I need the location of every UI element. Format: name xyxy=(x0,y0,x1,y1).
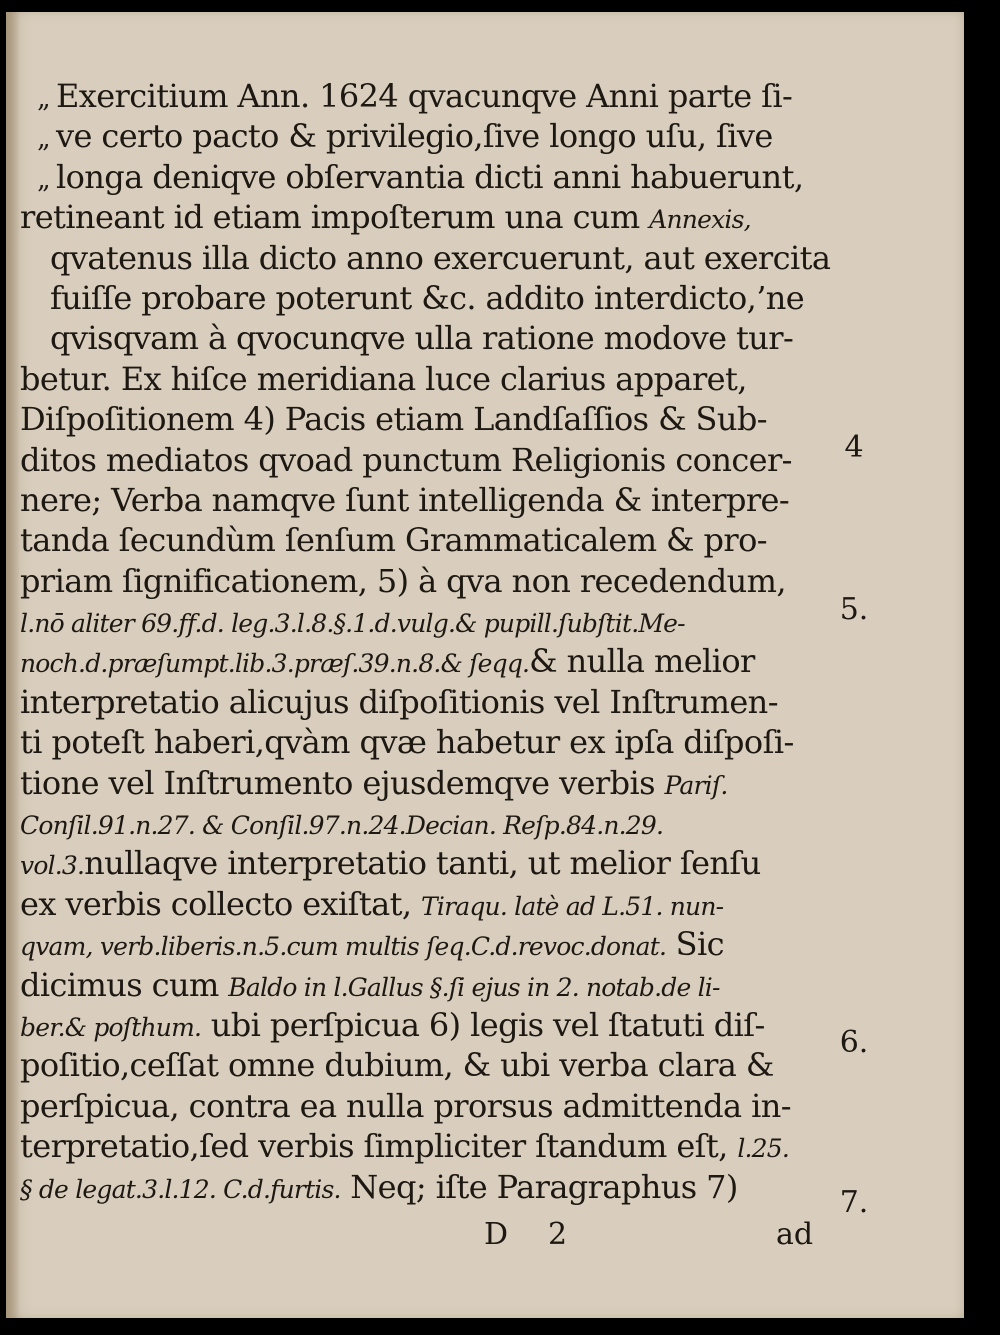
line-content xyxy=(20,157,803,200)
text-line xyxy=(20,197,840,237)
body-text xyxy=(20,76,840,1207)
roman-text: qvisqvam à qvocunqve ulla ratione modove tur- xyxy=(50,319,794,358)
line-content xyxy=(20,480,789,520)
roman-text: tanda ſecundùm ſenſum Grammaticalem & pro- xyxy=(20,521,767,560)
line-content xyxy=(20,520,767,560)
line-content xyxy=(20,843,761,886)
roman-text: longa deniqve obſervantia dicti anni habuerunt, xyxy=(56,157,804,196)
roman-text: interpretatio alicujus diſpoſitionis vel Inſtrumen- xyxy=(20,682,778,721)
italic-citation: l.nō aliter 69.ff.d. leg.3.l.8.§.1.d.vulg.& pupill.ſubſtit.Me- xyxy=(20,609,685,639)
roman-text: poſitio,ceſſat omne dubium, & ubi verba clara & xyxy=(20,1046,774,1085)
roman-text: retineant id etiam impoſterum una cum xyxy=(20,198,640,237)
roman-text: & nulla melior xyxy=(529,642,755,681)
line-content xyxy=(20,1086,791,1126)
text-line xyxy=(20,803,840,843)
signature-mark: D xyxy=(484,1217,509,1252)
text-line xyxy=(20,924,840,964)
margin-note-7: 7. xyxy=(839,1185,869,1220)
roman-text: Sic xyxy=(666,925,724,964)
text-line xyxy=(20,238,840,278)
italic-citation: Conſil.91.n.27. & Conſil.97.n.24.Decian. Reſp.84.n.29. xyxy=(20,811,664,841)
line-content xyxy=(20,1005,765,1048)
roman-text: qvatenus illa dicto anno exercuerunt, aut exercita xyxy=(50,238,831,277)
text-line xyxy=(20,763,840,803)
line-content xyxy=(20,238,830,278)
italic-citation: l.25. xyxy=(737,1134,790,1164)
roman-text: ve certo pacto & privilegio,ſive longo uſu, ſive xyxy=(56,117,773,156)
line-content xyxy=(20,278,804,318)
line-content xyxy=(20,924,724,967)
line-content xyxy=(20,399,767,439)
text-line xyxy=(20,1086,840,1126)
text-line xyxy=(20,843,840,883)
page-number: 2 xyxy=(548,1217,568,1252)
margin-note-5: 5. xyxy=(839,592,869,627)
text-line xyxy=(20,682,840,722)
line-content xyxy=(20,601,685,644)
line-content xyxy=(20,197,751,240)
line-content xyxy=(20,318,793,358)
text-line xyxy=(20,76,840,116)
line-content xyxy=(20,1126,789,1169)
italic-citation: qvam, verb.liberis.n.5.cum multis ſeq.C.d.revoc.donat. xyxy=(20,932,667,962)
line-content xyxy=(20,561,786,601)
italic-citation: Pariſ. xyxy=(664,770,728,800)
catchword: ad xyxy=(776,1217,814,1252)
page-footer xyxy=(20,1217,840,1257)
line-content xyxy=(20,1167,738,1210)
roman-text: betur. Ex hiſce meridiana luce clarius apparet, xyxy=(20,359,747,398)
italic-citation: § de legat.3.l.12. C.d.furtis. xyxy=(20,1174,341,1204)
italic-citation: Tiraqu. latè ad L.51. nun- xyxy=(421,891,724,921)
roman-text: ex verbis collecto exiſtat, xyxy=(20,884,412,923)
text-line xyxy=(20,561,840,601)
roman-text: nullaqve interpretatio tanti, ut melior ſenſu xyxy=(84,844,761,883)
margin-note-4: 4 xyxy=(844,430,864,465)
line-content xyxy=(20,359,747,399)
quote-mark: „ xyxy=(37,84,50,114)
quote-mark: „ xyxy=(37,164,50,195)
line-content xyxy=(20,722,794,762)
roman-text: perſpicua, contra ea nulla prorsus admittenda in- xyxy=(20,1086,791,1125)
margin-note-6: 6. xyxy=(839,1025,869,1060)
text-line xyxy=(20,1005,840,1045)
roman-text: nere; Verba namqve ſunt intelligenda & interpre- xyxy=(20,480,790,519)
text-line xyxy=(20,157,840,197)
text-line xyxy=(20,965,840,1005)
text-line xyxy=(20,1045,840,1085)
text-line xyxy=(20,884,840,924)
text-line xyxy=(20,722,840,762)
text-line xyxy=(20,359,840,399)
text-line xyxy=(20,1126,840,1166)
text-line xyxy=(20,1167,840,1207)
italic-citation: Baldo in l.Gallus §.ſi ejus in 2. notab.de li- xyxy=(228,972,720,1002)
roman-text: priam ſignificationem, 5) à qva non recedendum, xyxy=(20,561,786,600)
roman-text: ubi perſpicua 6) legis vel ſtatuti diſ- xyxy=(201,1005,765,1044)
quote-mark: „ xyxy=(37,124,50,155)
line-content xyxy=(20,76,792,119)
line-content xyxy=(20,965,720,1008)
italic-citation: vol.3. xyxy=(20,851,85,881)
text-line xyxy=(20,601,840,641)
roman-text: Neq; iſte Paragraphus 7) xyxy=(340,1167,738,1206)
italic-citation: noch.d.præſumpt.lib.3.præſ.39.n.8.& ſeqq. xyxy=(20,649,530,679)
roman-text: Diſpoſitionem 4) Pacis etiam Landſaſſios & Sub- xyxy=(20,400,767,439)
text-line xyxy=(20,520,840,560)
line-content xyxy=(20,682,778,722)
roman-text: tione vel Inſtrumento ejusdemqve verbis xyxy=(20,763,655,802)
line-content xyxy=(20,440,792,480)
roman-text: ditos mediatos qvoad punctum Religionis concer- xyxy=(20,440,792,479)
italic-citation: ber.& poſthum. xyxy=(20,1012,202,1042)
italic-citation: Annexis, xyxy=(649,205,751,235)
line-content xyxy=(20,884,723,927)
text-line xyxy=(20,116,840,156)
roman-text: terpretatio,ſed verbis ſimpliciter ſtandum eſt, xyxy=(20,1127,728,1166)
text-line xyxy=(20,318,840,358)
line-content xyxy=(20,1045,774,1085)
line-content xyxy=(20,641,755,684)
text-line xyxy=(20,480,840,520)
line-content xyxy=(20,803,663,846)
text-line xyxy=(20,278,840,318)
roman-text: ti poteſt haberi,qvàm qvæ habetur ex ipſa diſpoſi- xyxy=(20,723,794,762)
text-line xyxy=(20,641,840,681)
roman-text: dicimus cum xyxy=(20,965,219,1004)
roman-text: Exercitium Ann. 1624 qvacunqve Anni parte ſi- xyxy=(56,77,793,115)
page-gutter-shadow xyxy=(6,12,20,1318)
text-line xyxy=(20,399,840,439)
text-line xyxy=(20,440,840,480)
line-content xyxy=(20,763,727,806)
roman-text: fuiſſe probare poterunt &c. addito interdicto,’ne xyxy=(50,278,805,317)
line-content xyxy=(20,116,773,159)
